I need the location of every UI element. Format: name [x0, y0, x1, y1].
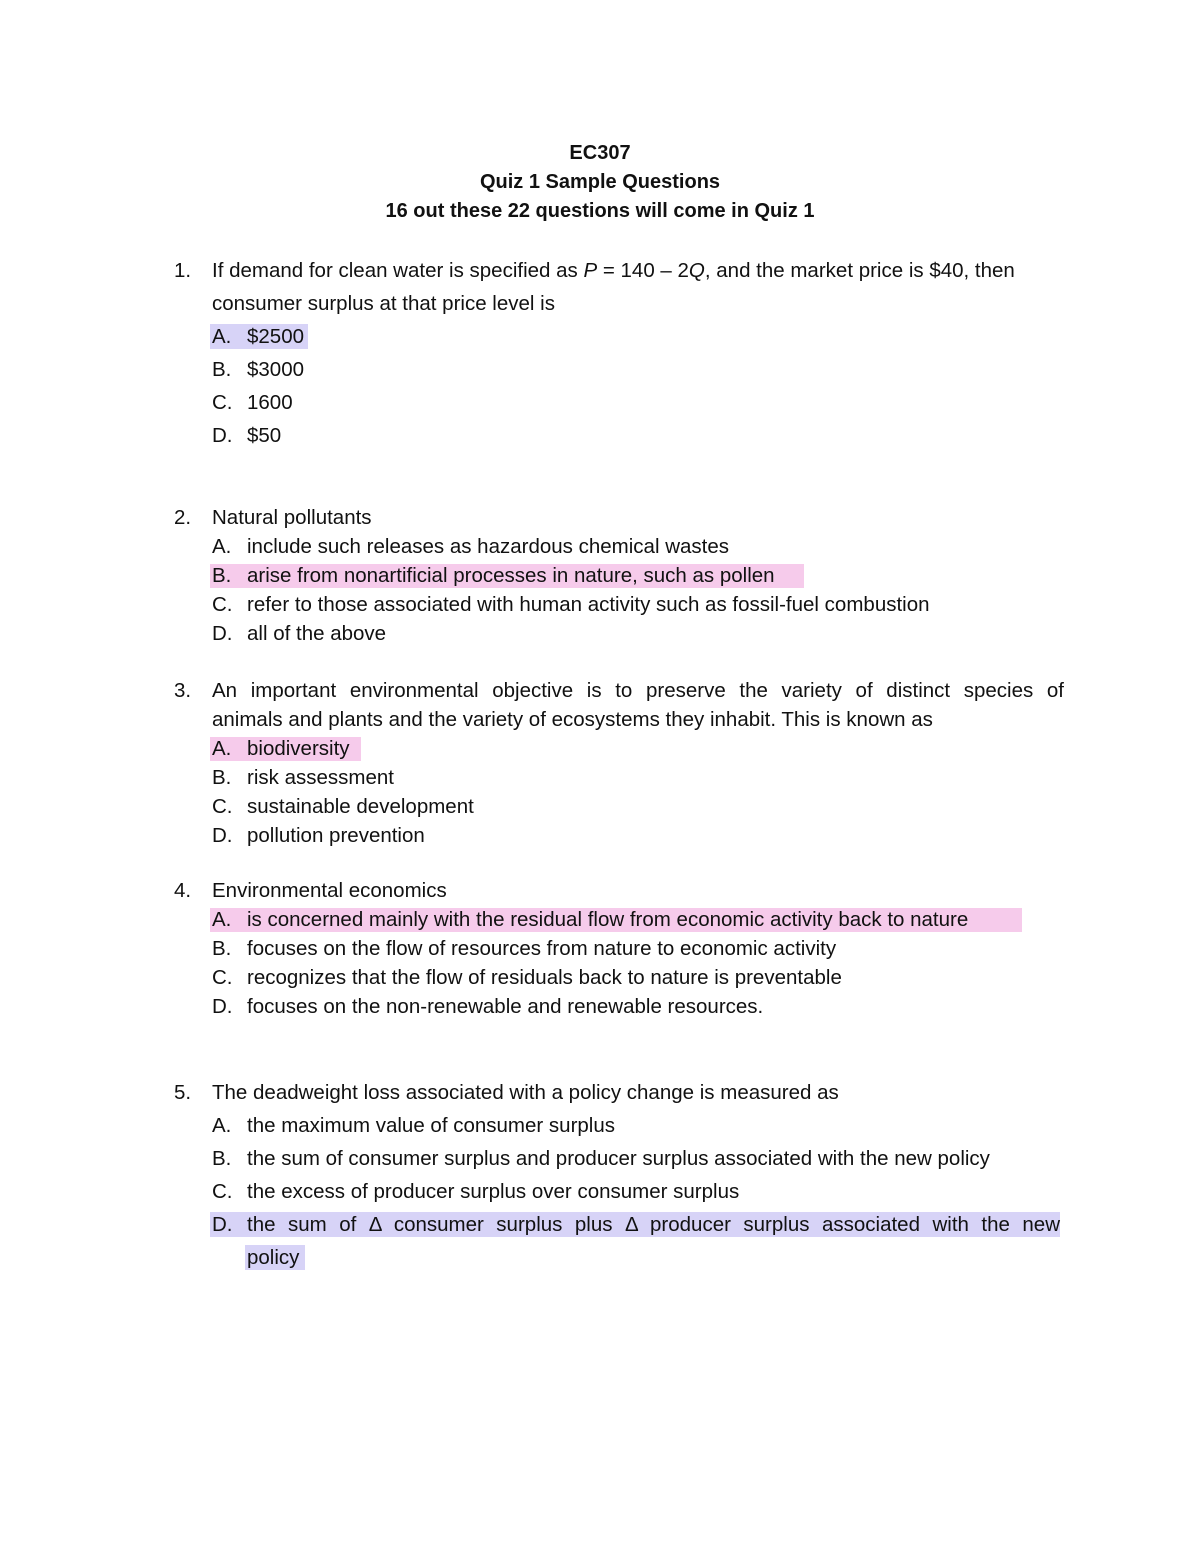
- option-d[interactable]: D. $50: [212, 424, 282, 447]
- quiz-title: Quiz 1 Sample Questions: [479, 171, 721, 193]
- question-4: [174, 876, 1064, 1021]
- option-d[interactable]: D. focuses on the non-renewable and renewable resources.: [212, 995, 764, 1018]
- option-d-continued[interactable]: policy: [174, 1241, 1064, 1274]
- question-number: 4.: [174, 879, 192, 902]
- question-1: [174, 254, 1064, 452]
- question-stem: Environmental economics: [212, 879, 447, 902]
- option-c[interactable]: C. recognizes that the flow of residuals back to nature is preventable: [212, 966, 842, 989]
- option-b[interactable]: B. focuses on the flow of resources from nature to economic activity: [212, 937, 837, 960]
- question-stem-line-2: animals and plants and the variety of ecosystems they inhabit. This is known as: [212, 708, 933, 731]
- option-b[interactable]: B. the sum of consumer surplus and producer surplus associated with the new policy: [212, 1147, 990, 1170]
- option-a[interactable]: A. biodiversity: [174, 734, 1064, 763]
- question-stem: Natural pollutants: [212, 506, 372, 529]
- option-a[interactable]: A. include such releases as hazardous chemical wastes: [212, 535, 730, 558]
- option-d[interactable]: D. pollution prevention: [212, 824, 425, 847]
- option-c[interactable]: C. sustainable development: [212, 795, 474, 818]
- quiz-subtitle: 16 out these 22 questions will come in Quiz 1: [385, 200, 815, 222]
- option-d[interactable]: D. the sum of Δ consumer surplus plus Δ producer surplus associated with the new: [212, 1213, 1060, 1236]
- question-stem: If demand for clean water is specified as P = 140 – 2Q, and the market price is $40, then: [212, 259, 1015, 282]
- question-5: [174, 1076, 1064, 1274]
- question-number: 1.: [174, 259, 192, 282]
- option-c[interactable]: C. the excess of producer surplus over consumer surplus: [212, 1180, 740, 1203]
- question-stem: The deadweight loss associated with a policy change is measured as: [212, 1081, 839, 1104]
- question-2: [174, 503, 1064, 648]
- option-b[interactable]: B. risk assessment: [212, 766, 394, 789]
- question-stem-line-2: consumer surplus at that price level is: [212, 292, 555, 315]
- option-b[interactable]: B. arise from nonartificial processes in nature, such as pollen: [174, 561, 1064, 590]
- option-a[interactable]: A. is concerned mainly with the residual flow from economic activity back to nature: [174, 905, 1064, 934]
- question-number: 2.: [174, 506, 192, 529]
- option-d[interactable]: D. all of the above: [212, 622, 387, 645]
- question-number: 3.: [174, 679, 192, 702]
- option-c[interactable]: C. refer to those associated with human activity such as fossil-fuel combustion: [212, 593, 930, 616]
- option-b[interactable]: B. $3000: [212, 358, 305, 381]
- question-3: [174, 676, 1064, 850]
- question-number: 5.: [174, 1081, 192, 1104]
- course-code: EC307: [569, 142, 631, 164]
- option-a[interactable]: A. $2500: [174, 320, 1064, 353]
- option-c[interactable]: C. 1600: [212, 391, 293, 414]
- option-a[interactable]: A. the maximum value of consumer surplus: [212, 1114, 616, 1137]
- question-stem: An important environmental objective is to preserve the variety of distinct species of: [212, 679, 1064, 702]
